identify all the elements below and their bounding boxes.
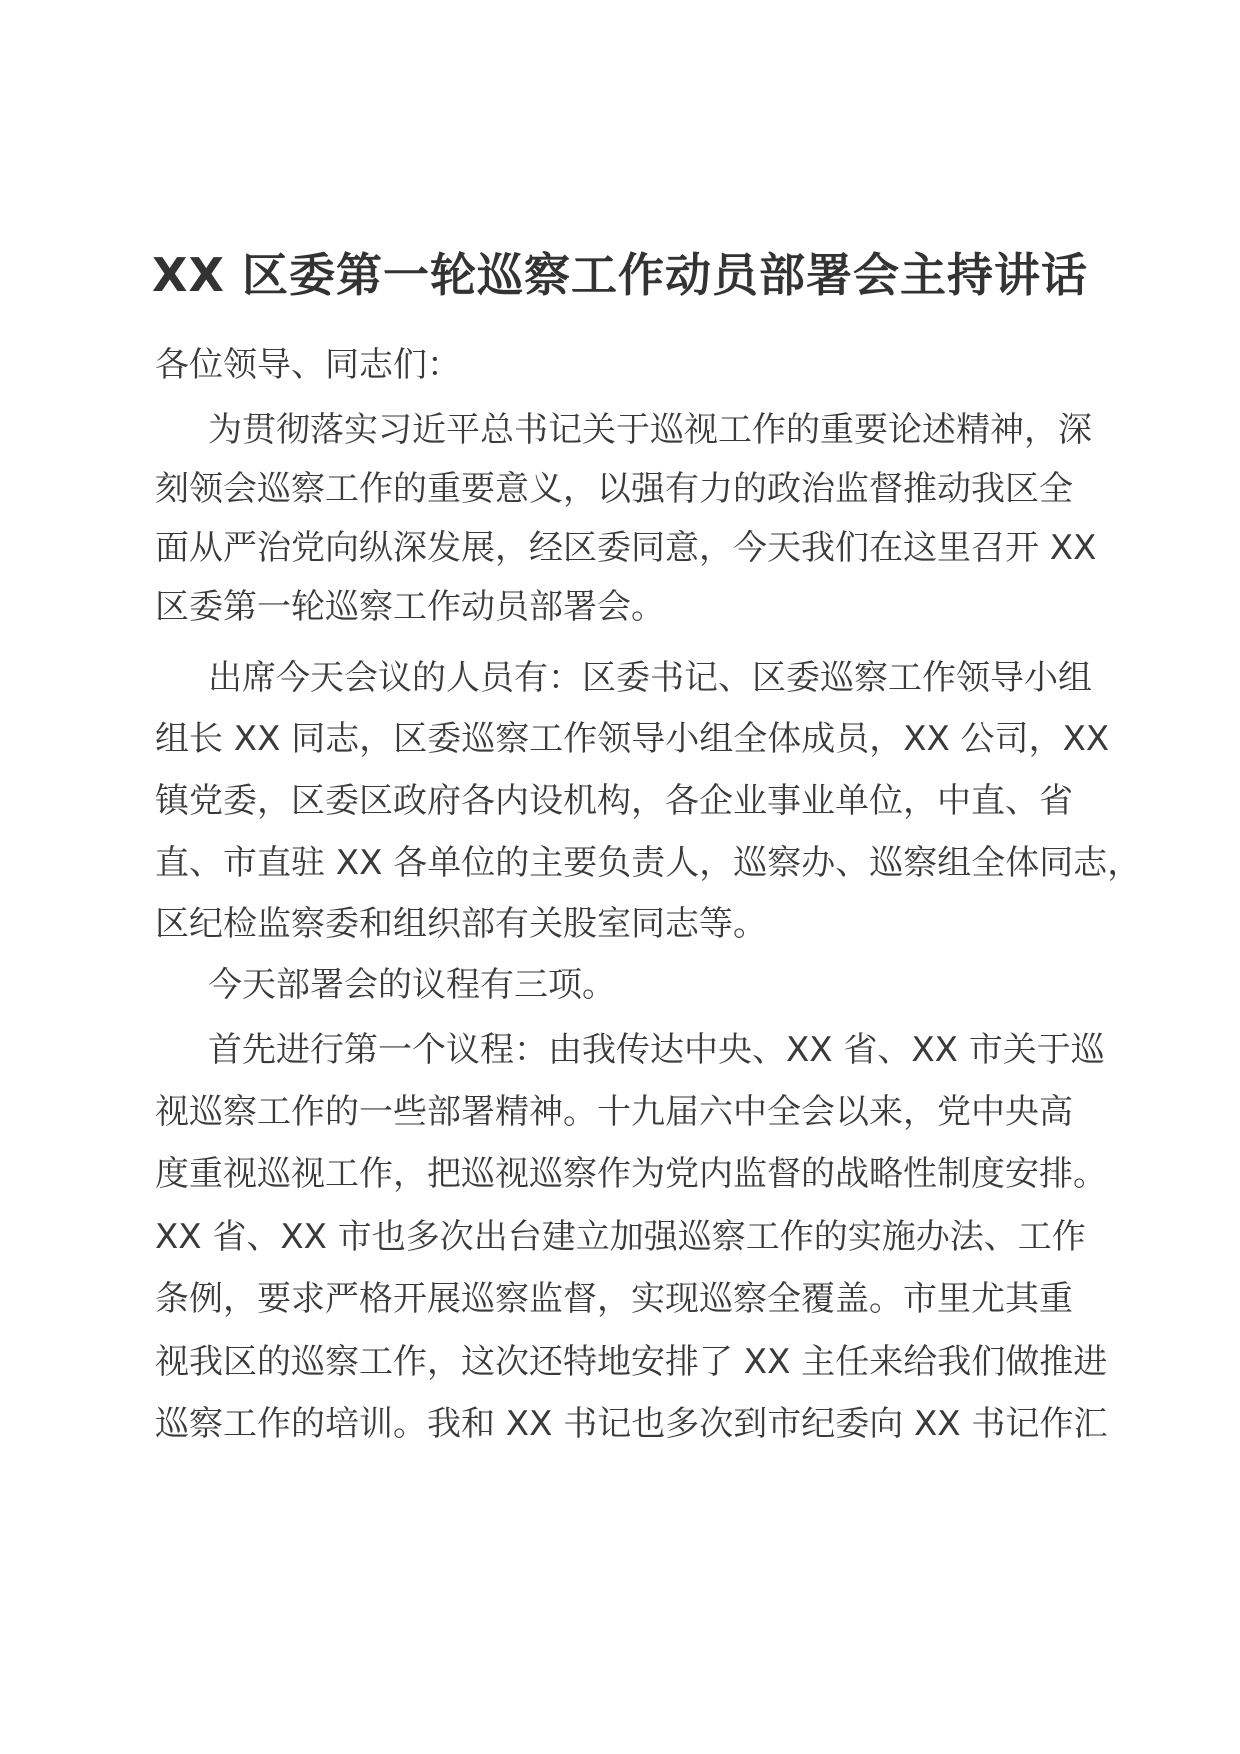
paragraph-1-line-4: 区委第一轮巡察工作动员部署会。 (155, 587, 665, 627)
paragraph-3-line-1: 今天部署会的议程有三项。 (208, 965, 616, 1005)
paragraph-4-line-3: 度重视巡视工作，把巡视巡察作为党内监督的战略性制度安排。 (155, 1154, 1107, 1194)
document-title: XX 区委第一轮巡察工作动员部署会主持讲话 (152, 248, 1088, 302)
paragraph-1-line-1: 为贯彻落实习近平总书记关于巡视工作的重要论述精神，深 (208, 410, 1092, 450)
paragraph-2-line-1: 出席今天会议的人员有：区委书记、区委巡察工作领导小组 (208, 658, 1092, 698)
paragraph-4-line-6: 视我区的巡察工作，这次还特地安排了 XX 主任来给我们做推进 (155, 1342, 1108, 1382)
paragraph-1-line-3: 面从严治党向纵深发展，经区委同意，今天我们在这里召开 XX (155, 528, 1097, 568)
paragraph-2-line-3: 镇党委，区委区政府各内设机构，各企业事业单位，中直、省 (155, 781, 1073, 821)
paragraph-4-line-2: 视巡察工作的一些部署精神。十九届六中全会以来，党中央高 (155, 1092, 1073, 1132)
paragraph-4-line-5: 条例，要求严格开展巡察监督，实现巡察全覆盖。市里尤其重 (155, 1279, 1073, 1319)
paragraph-2-line-5: 区纪检监察委和组织部有关股室同志等。 (155, 904, 767, 944)
paragraph-4-line-1: 首先进行第一个议程：由我传达中央、XX 省、XX 市关于巡 (208, 1030, 1105, 1070)
paragraph-4-line-7: 巡察工作的培训。我和 XX 书记也多次到市纪委向 XX 书记作汇 (155, 1404, 1108, 1444)
paragraph-1-line-2: 刻领会巡察工作的重要意义，以强有力的政治监督推动我区全 (155, 469, 1073, 509)
salutation-line: 各位领导、同志们： (155, 345, 461, 385)
paragraph-2-line-2: 组长 XX 同志，区委巡察工作领导小组全体成员，XX 公司，XX (155, 719, 1110, 759)
paragraph-4-line-4: XX 省、XX 市也多次出台建立加强巡察工作的实施办法、工作 (155, 1217, 1086, 1257)
paragraph-2-line-4: 直、市直驻 XX 各单位的主要负责人，巡察办、巡察组全体同志， (155, 843, 1142, 883)
